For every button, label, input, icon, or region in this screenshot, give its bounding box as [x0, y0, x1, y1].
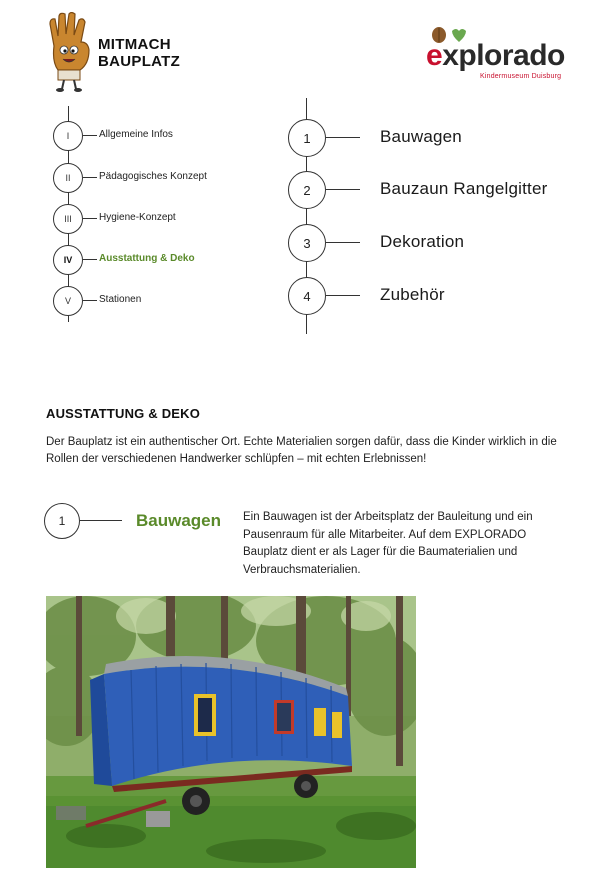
connector-line [83, 135, 97, 136]
subsection-label: Dekoration [380, 232, 465, 251]
subsection-number: 3 [288, 224, 326, 262]
connector-line [80, 520, 122, 521]
chapter-label: Hygiene-Konzept [99, 212, 176, 223]
bauwagen-illustration [46, 596, 416, 868]
chapter-item[interactable] [53, 121, 303, 151]
chapter-label: Allgemeine Infos [99, 129, 173, 140]
brand-line-2: BAUPLATZ [98, 53, 181, 70]
chapter-item[interactable] [53, 204, 303, 234]
section-title: AUSSTATTUNG & DEKO [46, 406, 201, 421]
museum-wordmark [426, 40, 565, 72]
explorado-logo [424, 26, 584, 86]
subsection-number: 2 [288, 171, 326, 209]
chapter-number: III [53, 204, 83, 234]
connector-line [326, 242, 360, 243]
subsection-description: Ein Bauwagen ist der Arbeitsplatz der Bauleitung und ein Pausenraum für alle Mitarbeiter. Auf dem EXPLORADO Bauplatz dient er als Lager für die Baumaterialien und Verbrauchsmaterialien. [243, 511, 533, 576]
subsection-label: Bauwagen [380, 127, 462, 146]
connector-line [83, 259, 97, 260]
museum-wordmark-rest: xplorado [442, 39, 565, 72]
subsection-item[interactable] [288, 119, 588, 157]
subsection-label: Zubehör [380, 285, 445, 304]
connector-line [83, 218, 97, 219]
chapter-number: V [53, 286, 83, 316]
chapter-navigation [0, 0, 300, 340]
subsection-item[interactable] [288, 224, 588, 262]
brand-line-1: MITMACH [98, 36, 171, 53]
museum-subtitle: Kindermuseum Duisburg [480, 73, 562, 80]
connector-line [326, 295, 360, 296]
connector-line [326, 189, 360, 190]
section-intro: Der Bauplatz ist ein authentischer Ort. Echte Materialien sorgen dafür, dass die Kinder wirklich in die Rollen der verschiedenen Handwerker schlüpfen – mit echten Erlebnissen! [46, 436, 557, 465]
chapter-item[interactable] [53, 286, 303, 316]
subsection-label: Bauzaun Rangelgitter [380, 179, 548, 198]
chapter-number: I [53, 121, 83, 151]
chapter-label: Pädagogisches Konzept [99, 171, 207, 182]
chapter-item-active[interactable] [53, 245, 303, 275]
chapter-label: Stationen [99, 294, 142, 305]
chapter-number: II [53, 163, 83, 193]
subsection-heading [44, 503, 244, 539]
chapter-item[interactable] [53, 163, 303, 193]
subsection-item[interactable] [288, 171, 588, 209]
subsection-number: 1 [288, 119, 326, 157]
chapter-number: IV [53, 245, 83, 275]
chapter-label-active: Ausstattung & Deko [99, 253, 195, 264]
subsection-number: 1 [44, 503, 80, 539]
subsection-number: 4 [288, 277, 326, 315]
bauwagen-photo [46, 596, 416, 868]
subsection-item[interactable] [288, 277, 588, 315]
connector-line [83, 177, 97, 178]
connector-line [83, 300, 97, 301]
museum-wordmark-first: e [426, 39, 443, 72]
connector-line [326, 137, 360, 138]
subsection-heading-label: Bauwagen [136, 511, 222, 530]
